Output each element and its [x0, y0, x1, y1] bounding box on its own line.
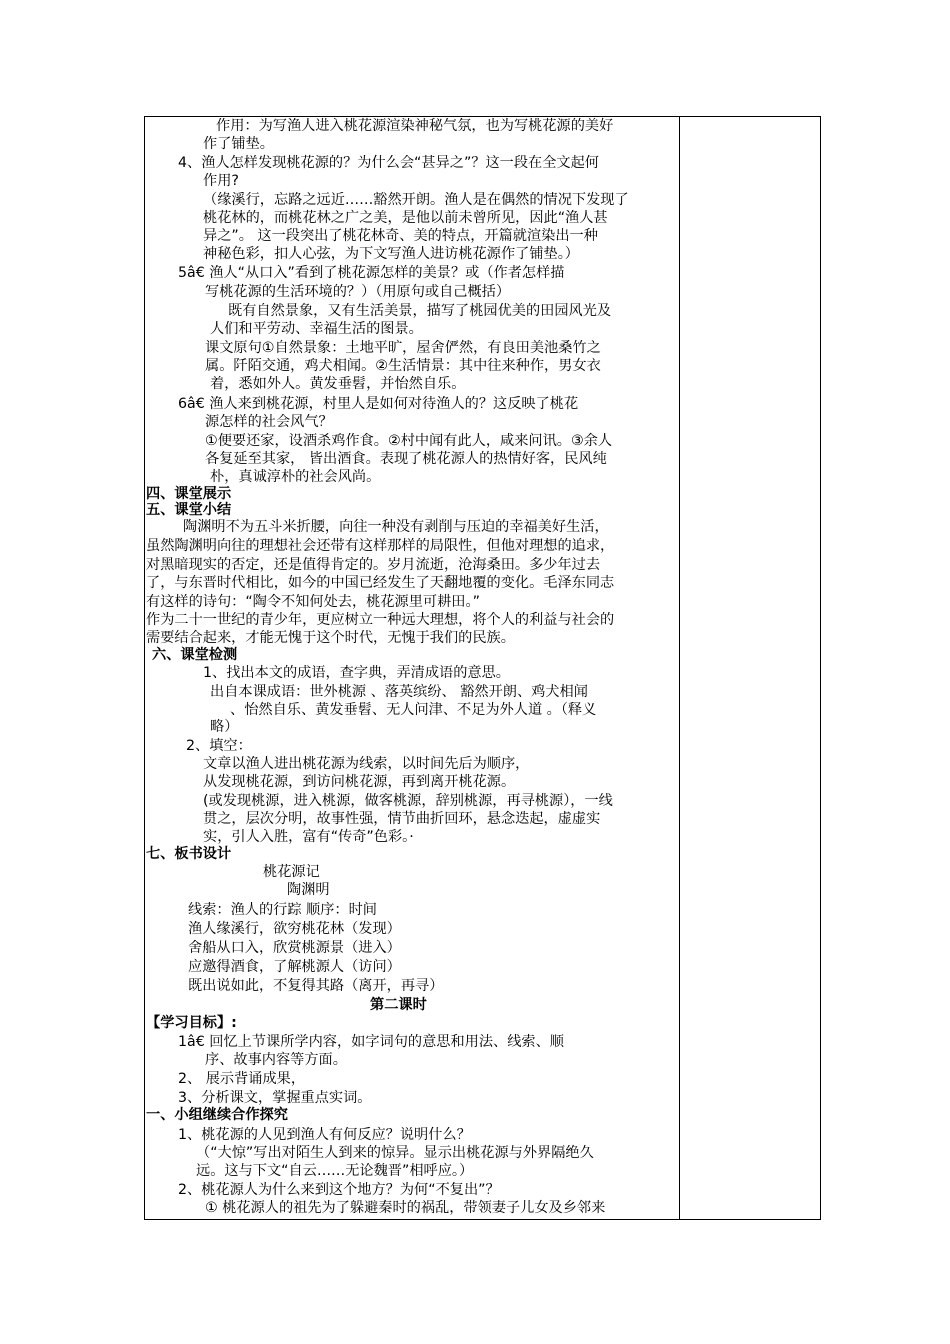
text-line: 人们和平劳动、幸福生活的图景。 — [210, 321, 423, 337]
text-line: 实，引人入胜，富有“传奇”色彩。· — [203, 829, 414, 845]
section-heading: 四、课堂展示 — [146, 486, 232, 502]
text-line: 作了铺垫。 — [203, 136, 274, 152]
section-heading: 【学习目标】: — [146, 1015, 237, 1031]
text-line: 有这样的诗句：“陶令不知何处去，桃花源里可耕田。” — [146, 594, 480, 610]
text-line: 从发现桃花源，到访问桃花源，再到离开桃花源。 — [203, 774, 516, 790]
text-line: 神秘色彩，扣人心弦，为下文写渔人进访桃花源作了铺垫。） — [203, 246, 579, 262]
text-line: 4、渔人怎样发现桃花源的？为什么会“甚异之”？这一段在全文起何 — [178, 155, 599, 171]
text-line: 1â€ 回忆上节课所学内容，如字词句的意思和用法、线索、顺 — [178, 1034, 564, 1050]
text-line: 各复延至其家， 皆出酒食。表现了桃花源人的热情好客，民风纯 — [205, 451, 607, 467]
text-line: 属。阡陌交通，鸡犬相闻。②生活情景：其中往来种作，男女衣 — [205, 358, 601, 374]
text-line: 既有自然景象，又有生活美景，描写了桃园优美的田园风光及 — [228, 303, 612, 319]
text-line: 出自本课成语：世外桃源 、落英缤纷、 豁然开朗、鸡犬相闻 — [210, 684, 588, 700]
text-line: 远。这与下文“自云……无论魏晋”相呼应。） — [196, 1163, 474, 1179]
text-line: （“大惊”写出对陌生人到来的惊异。显示出桃花源与外界隔绝久 — [196, 1145, 594, 1161]
text-line: 朴，真诚淳朴的社会风尚。 — [210, 469, 381, 485]
text-line: 、怡然自乐、黄发垂髫、无人问津、不足为外人道 。（释义 — [230, 702, 597, 718]
text-line: 线索：渔人的行踪 顺序：时间 — [188, 902, 377, 918]
section-heading: 五、课堂小结 — [146, 502, 232, 518]
text-line: 需要结合起来，才能无愧于这个时代，无愧于我们的民族。 — [146, 630, 515, 646]
text-line: 虽然陶渊明向往的理想社会还带有这样那样的局限性，但他对理想的追求， — [146, 538, 615, 554]
text-line: 文章以渔人进出桃花源为线索，以时间先后为顺序， — [203, 756, 530, 772]
section-heading: 一、小组继续合作探究 — [146, 1107, 288, 1123]
text-line: （缘溪行，忘路之远近……豁然开朗。渔人是在偶然的情况下发现了 — [203, 192, 629, 208]
text-line: 源怎样的社会风气？ — [205, 414, 333, 430]
table-column-divider — [679, 116, 680, 1220]
text-line: 作用? — [203, 173, 239, 189]
text-line: 2、 展示背诵成果， — [178, 1071, 306, 1087]
text-line: (或发现桃源，进入桃源，做客桃源，辞别桃源，再寻桃源），一线 — [203, 793, 613, 809]
text-line: 桃花林的，而桃花林之广之美，是他以前未曾所见，因此“渔人甚 — [203, 210, 608, 226]
section-heading: 第二课时 — [370, 997, 427, 1013]
text-line: 2、填空： — [186, 738, 252, 754]
section-heading: 六、课堂检测 — [152, 647, 238, 663]
text-line: ① 桃花源人的祖先为了躲避秦时的祸乱，带领妻子儿女及乡邻来 — [205, 1200, 606, 1216]
text-line: 1、桃花源的人见到渔人有何反应？说明什么？ — [178, 1127, 471, 1143]
text-line: 3、分析课文，掌握重点实词。 — [178, 1090, 372, 1106]
text-line: 桃花源记 — [263, 864, 320, 880]
text-line: 了，与东晋时代相比，如今的中国已经发生了天翻地覆的变化。毛泽东同志 — [146, 575, 615, 591]
text-line: 2、桃花源人为什么来到这个地方？为何“不复出”？ — [178, 1182, 500, 1198]
text-line: ①便要还家，设酒杀鸡作食。②村中闻有此人，咸来问讯。③余人 — [205, 433, 613, 449]
text-line: 序、故事内容等方面。 — [205, 1052, 347, 1068]
text-line: 对黑暗现实的否定，还是值得肯定的。岁月流逝，沧海桑田。多少年过去 — [146, 557, 601, 573]
text-line: 课文原句①自然景象：土地平旷，屋舍俨然，有良田美池桑竹之 — [205, 340, 601, 356]
text-line: 着，悉如外人。黄发垂髫，并怡然自乐。 — [210, 376, 466, 392]
text-line: 贯之，层次分明，故事性强，情节曲折回环，悬念迭起，虚虚实 — [203, 811, 601, 827]
text-line: 6â€ 渔人来到桃花源，村里人是如何对待渔人的？这反映了桃花 — [178, 396, 579, 412]
text-line: 既出说如此，不复得其路（离开，再寻） — [188, 978, 444, 994]
text-line: 写桃花源的生活环境的？）（用原句或自己概括） — [205, 284, 511, 300]
text-line: 略） — [210, 719, 239, 735]
text-line: 作为二十一世纪的青少年，更应树立一种远大理想，将个人的利益与社会的 — [146, 612, 615, 628]
text-line: 应邀得酒食，了解桃源人（访问） — [188, 959, 401, 975]
text-line: 舍船从口入，欣赏桃源景（进入） — [188, 940, 401, 956]
text-line: 陶渊明不为五斗米折腰，向往一种没有剥削与压迫的幸福美好生活， — [183, 519, 609, 535]
text-line: 异之”。 这一段突出了桃花林奇、美的特点，开篇就渲染出一种 — [203, 228, 598, 244]
text-line: 作用：为写渔人进入桃花源渲染神秘气氛，也为写桃花源的美好 — [216, 118, 614, 134]
text-line: 5â€ 渔人“从口入”看到了桃花源怎样的美景？或（作者怎样描 — [178, 265, 565, 281]
text-line: 渔人缘溪行，欲穷桃花林（发现） — [188, 921, 401, 937]
text-line: 陶渊明 — [287, 882, 330, 898]
text-line: 1、找出本文的成语，查字典，弄清成语的意思。 — [203, 665, 510, 681]
section-heading: 七、板书设计 — [146, 846, 232, 862]
